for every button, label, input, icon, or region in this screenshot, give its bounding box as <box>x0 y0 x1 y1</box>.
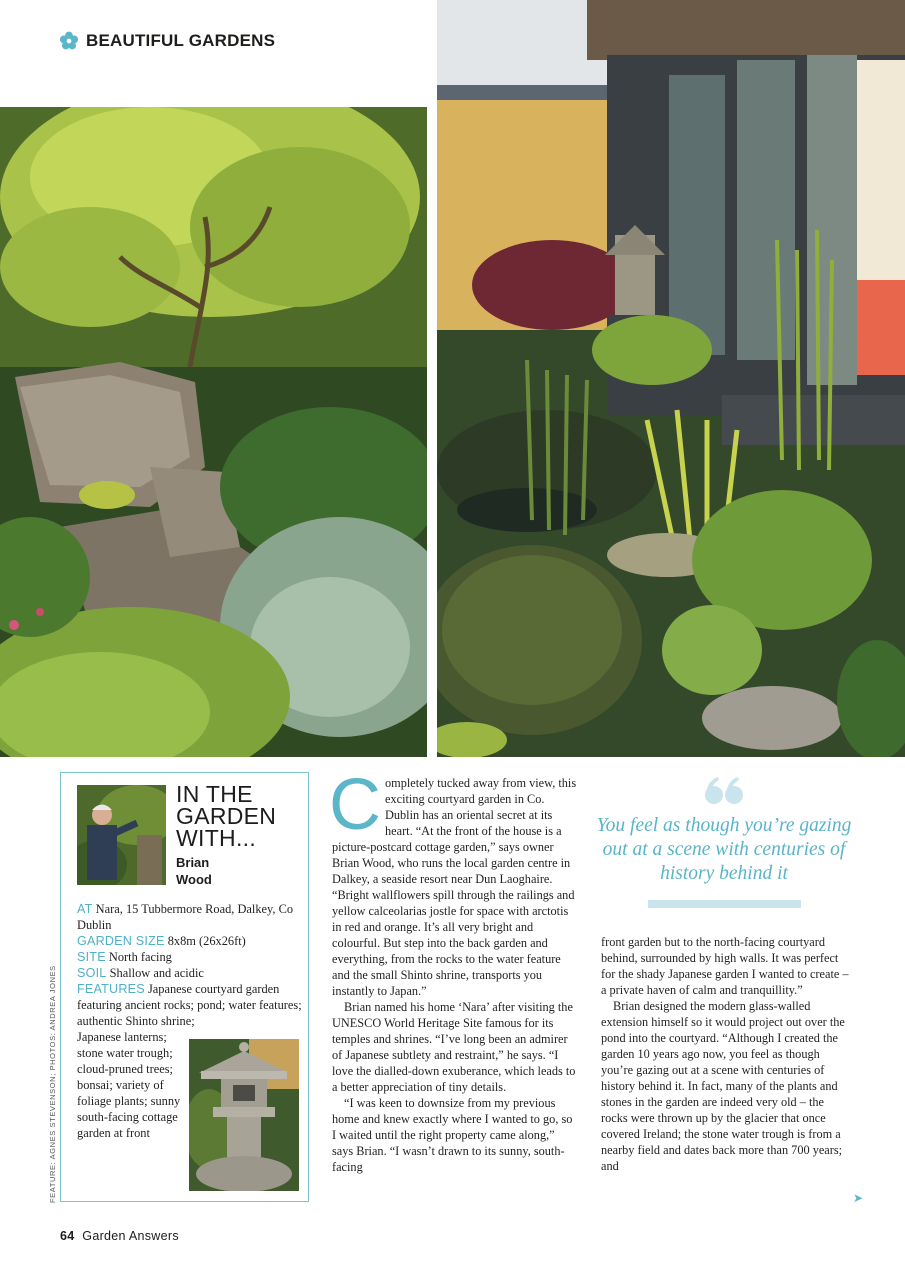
fact-value: Japanese courtyard garden featuring ancient rocks; pond; water features; authentic Shinto shrine; <box>77 982 302 1028</box>
article-paragraph-text: ompletely tucked away from view, this exciting courtyard garden in Co. Dublin has an oriental secret at its heart. “At the front of the house is a picture-postcard cottage garden,” says owner Brian Wood, who runs the local garden centre in Dalkey, a seaside resort near Dun Laoghaire. “Bright wallflowers spill through the railings and yellow calceolarias jostle for space with arctotis in red and orange. It’s all very bright and colourful. But step into the back garden and everything, from the rocks to the water feature and the small Shinto shrine, transports you instantly to Japan.” <box>332 776 577 998</box>
pull-quote <box>596 776 852 908</box>
factbox-title-line: IN THE <box>176 781 253 807</box>
pull-quote-rule <box>648 900 801 908</box>
fact-label: SOIL <box>77 966 107 980</box>
article-paragraph: front garden but to the north-facing courtyard behind, surrounded by high walls. It was perfect for the shady Japanese garden I wanted to create – a private haven of calm and tranquillity.” <box>601 935 849 997</box>
courtyard-pond-glass-extension-photo <box>437 0 905 757</box>
article-paragraph: Brian named his home ‘Nara’ after visiting the UNESCO World Heritage Site famous for its temples and shrines. “I’ve long been an admirer of Japanese subtlety and restraint,” he says. “I love the dialled-down exuberance, which leads to a better appreciation of tiny details. <box>332 1000 576 1094</box>
article-paragraph: “I was keen to downsize from my previous home and knew exactly where I wanted to go, so I waited until the right property came along,” says Brian. “I wasn’t drawn to its sunny, south-facing <box>332 1096 573 1174</box>
factbox-title <box>176 783 276 849</box>
garden-rocks-maple-photo <box>0 107 427 757</box>
quote-mark-icon <box>704 776 744 806</box>
fact-location <box>77 901 303 933</box>
fact-label: SITE <box>77 950 106 964</box>
fact-site <box>77 949 303 965</box>
fact-features <box>77 981 303 1029</box>
owner-name <box>176 854 212 888</box>
factbox-title-line: GARDEN <box>176 803 277 829</box>
page-footer <box>60 1229 179 1243</box>
flower-icon <box>58 30 80 52</box>
section-title: BEAUTIFUL GARDENS <box>86 31 276 50</box>
continue-arrow-icon: ➤ <box>853 1191 864 1205</box>
fact-soil <box>77 965 303 981</box>
fact-value: North facing <box>108 950 172 964</box>
owner-portrait-photo <box>77 785 166 885</box>
article-paragraph <box>329 765 578 999</box>
magazine-name: Garden Answers <box>82 1229 179 1243</box>
dropcap: C <box>329 765 381 845</box>
owner-last-name: Wood <box>176 872 212 887</box>
fact-value: Shallow and acidic <box>109 966 204 980</box>
fact-label: GARDEN SIZE <box>77 934 165 948</box>
section-header <box>58 30 275 52</box>
fact-label: AT <box>77 902 93 916</box>
article-column-middle <box>329 765 578 1175</box>
pull-quote-text: You feel as though you’re gazing out at a scene with centuries of history behind it <box>596 815 852 884</box>
stone-lantern-photo <box>189 1039 299 1191</box>
photo-credit: FEATURE: AGNES STEVENSON; PHOTOS: ANDREA JONES <box>48 965 57 1203</box>
fact-label: FEATURES <box>77 982 145 996</box>
fact-garden-size <box>77 933 303 949</box>
fact-features-continued: Japanese lanterns; stone water trough; cloud-pruned trees; bonsai; variety of foliage plants; sunny south-facing cottage garden at front <box>77 1030 181 1140</box>
garden-factbox <box>60 772 309 1202</box>
fact-value: 8x8m (26x26ft) <box>167 934 246 948</box>
article-paragraph: Brian designed the modern glass-walled extension himself so it would project out over the pond into the courtyard. “Although I created the garden 10 years ago now, you feel as though you’re gazing out at a scene with centuries of history behind it. In fact, many of the plants and stones in the garden are indeed very old – the rocks were thrown up by the glacier that once covered Ireland; the stone water trough is from a nearby field and dates back more than 700 years; and <box>601 999 845 1173</box>
article-column-right <box>601 934 851 1174</box>
page-number: 64 <box>60 1229 75 1243</box>
fact-value: Nara, 15 Tubbermore Road, Dalkey, Co Dublin <box>77 902 294 932</box>
factbox-title-line: WITH... <box>176 825 257 851</box>
owner-first-name: Brian <box>176 855 210 870</box>
